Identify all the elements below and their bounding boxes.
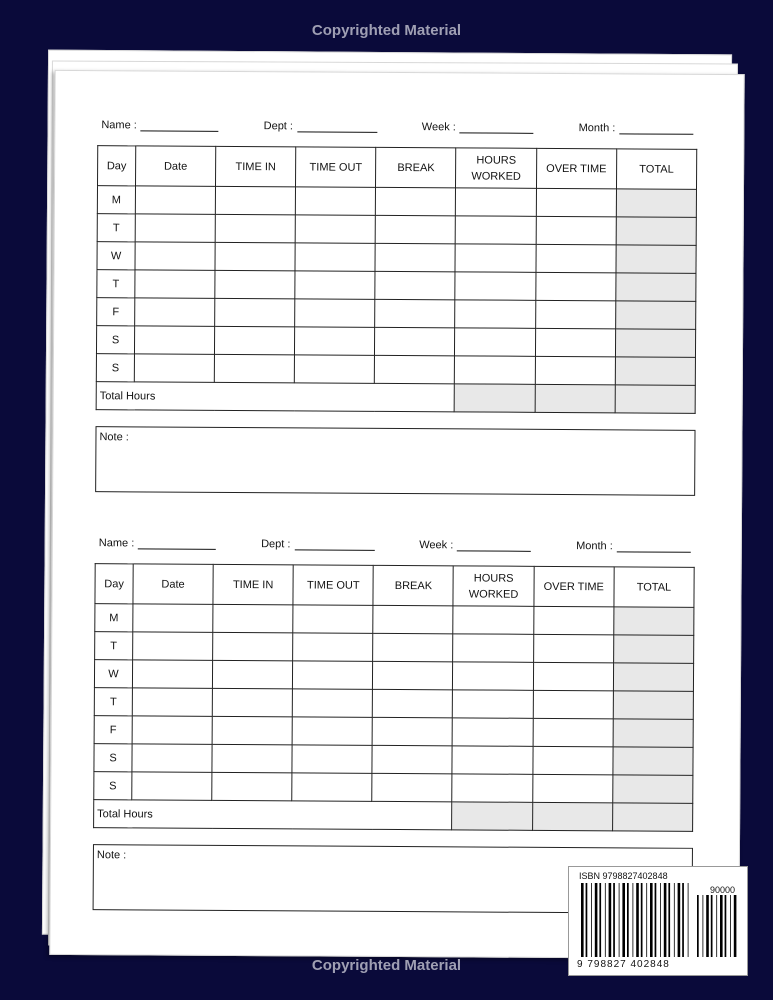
entry-cell <box>533 662 613 690</box>
total-hours-worked-cell <box>455 384 535 412</box>
week-field <box>419 539 531 552</box>
total-cell <box>615 329 695 357</box>
entry-cell <box>452 774 532 802</box>
timesheet-table <box>93 563 695 832</box>
watermark-bottom: Copyrighted Material <box>311 957 462 974</box>
entry-cell <box>212 744 292 772</box>
day-cell: M <box>97 186 135 214</box>
total-total-cell <box>612 803 692 831</box>
name-blank <box>141 119 219 131</box>
entry-cell <box>214 354 294 382</box>
total-cell <box>616 189 696 217</box>
isbn-label: ISBN 9798827402848 <box>579 871 668 881</box>
entry-cell <box>536 244 616 272</box>
entry-cell <box>132 716 212 744</box>
table-row <box>96 326 695 358</box>
entry-cell <box>373 689 453 717</box>
name-field <box>101 119 219 132</box>
entry-cell <box>535 272 615 300</box>
table-row <box>97 186 696 218</box>
day-cell: F <box>94 716 132 744</box>
table-row <box>95 632 694 664</box>
entry-cell <box>135 270 215 298</box>
entry-cell <box>132 772 212 800</box>
entry-cell <box>535 300 615 328</box>
entry-cell <box>455 328 535 356</box>
entry-cell <box>132 688 212 716</box>
timesheet-page <box>49 70 744 959</box>
day-cell: M <box>95 604 133 632</box>
entry-cell <box>135 214 215 242</box>
price-code: 90000 <box>709 885 735 895</box>
week-label: Week : <box>419 539 454 552</box>
day-cell: T <box>97 270 135 298</box>
entry-cell <box>215 270 295 298</box>
day-cell: S <box>94 772 132 800</box>
entry-cell <box>132 744 212 772</box>
month-blank <box>617 540 691 552</box>
day-cell: S <box>94 744 132 772</box>
entry-cell <box>376 187 456 215</box>
day-cell: W <box>94 660 132 688</box>
note-label: Note : <box>99 431 129 444</box>
entry-cell <box>533 746 613 774</box>
day-cell: T <box>97 214 135 242</box>
total-hours-label: Total Hours <box>96 382 455 412</box>
entry-cell <box>455 300 535 328</box>
day-cell: T <box>95 632 133 660</box>
header-fields <box>95 529 695 553</box>
table-row <box>94 716 693 748</box>
entry-cell <box>373 661 453 689</box>
month-field <box>576 540 691 553</box>
barcode-bars-icon <box>581 883 691 957</box>
entry-cell <box>293 605 373 633</box>
table-row <box>97 270 696 302</box>
week-blank <box>460 121 534 133</box>
entry-cell <box>213 632 293 660</box>
month-field <box>579 122 694 135</box>
total-cell <box>614 607 694 635</box>
name-label: Name : <box>101 119 137 132</box>
entry-cell <box>212 772 292 800</box>
entry-cell <box>375 271 455 299</box>
entry-cell <box>375 355 455 383</box>
table-row <box>94 744 693 776</box>
entry-cell <box>453 606 533 634</box>
watermark-top: Copyrighted Material <box>311 22 462 39</box>
entry-cell <box>292 689 372 717</box>
isbn-barcode <box>568 866 748 976</box>
entry-cell <box>215 214 295 242</box>
table-row <box>97 298 696 330</box>
col-header-time-in: TIME IN <box>216 146 296 186</box>
table-row <box>97 242 696 274</box>
total-cell <box>616 245 696 273</box>
dept-blank <box>297 120 377 132</box>
table-row <box>94 660 693 692</box>
col-header-date: Date <box>133 564 213 604</box>
timesheet-table <box>96 145 698 414</box>
total-cell <box>613 635 693 663</box>
entry-cell <box>375 327 455 355</box>
total-cell <box>613 719 693 747</box>
dept-label: Dept : <box>263 120 294 133</box>
entry-cell <box>212 716 292 744</box>
entry-cell <box>134 354 214 382</box>
col-header-over-time: OVER TIME <box>536 148 616 188</box>
entry-cell <box>533 690 613 718</box>
total-total-cell <box>615 385 695 413</box>
entry-cell <box>133 604 213 632</box>
total-cell <box>613 663 693 691</box>
entry-cell <box>456 188 536 216</box>
dept-blank <box>294 538 374 550</box>
entry-cell <box>293 633 373 661</box>
col-header-date: Date <box>136 146 216 186</box>
total-hours-worked-cell <box>452 802 532 830</box>
table-row <box>94 772 693 804</box>
col-header-day: Day <box>95 564 133 604</box>
entry-cell <box>295 327 375 355</box>
day-cell: T <box>94 688 132 716</box>
entry-cell <box>453 718 533 746</box>
entry-cell <box>375 215 455 243</box>
isbn-digits: 9 798827 402848 <box>577 959 670 970</box>
entry-cell <box>533 606 613 634</box>
entry-cell <box>536 188 616 216</box>
day-cell: W <box>97 242 135 270</box>
name-label: Name : <box>98 537 135 550</box>
entry-cell <box>292 717 372 745</box>
entry-cell <box>215 186 295 214</box>
entry-cell <box>455 244 535 272</box>
entry-cell <box>292 773 372 801</box>
col-header-day: Day <box>98 146 136 186</box>
entry-cell <box>293 661 373 689</box>
entry-cell <box>455 356 535 384</box>
entry-cell <box>536 216 616 244</box>
entry-cell <box>292 745 372 773</box>
col-header-total: TOTAL <box>614 567 694 607</box>
entry-cell <box>215 298 295 326</box>
week-blank <box>457 539 531 551</box>
table-row <box>95 604 694 636</box>
table-row <box>94 688 693 720</box>
table-row <box>97 214 696 246</box>
entry-cell <box>453 690 533 718</box>
entry-cell <box>133 632 213 660</box>
table-header-row <box>98 146 697 190</box>
dept-field <box>261 538 374 551</box>
entry-cell <box>295 215 375 243</box>
note-box <box>95 426 695 496</box>
entry-cell <box>535 328 615 356</box>
entry-cell <box>295 187 375 215</box>
col-header-hours-worked: HOURS WORKED <box>456 148 536 188</box>
total-cell <box>615 301 695 329</box>
entry-cell <box>132 660 212 688</box>
col-header-break: BREAK <box>373 565 453 605</box>
entry-cell <box>135 242 215 270</box>
total-hours-row <box>94 800 693 832</box>
timesheet-section-1 <box>95 111 697 496</box>
total-cell <box>613 775 693 803</box>
timesheet-section-2 <box>93 529 695 914</box>
entry-cell <box>372 717 452 745</box>
total-cell <box>616 217 696 245</box>
entry-cell <box>455 272 535 300</box>
entry-cell <box>375 299 455 327</box>
total-over-time-cell <box>535 384 615 412</box>
entry-cell <box>214 326 294 354</box>
entry-cell <box>535 356 615 384</box>
table-header-row <box>95 564 694 608</box>
col-header-time-in: TIME IN <box>213 564 293 604</box>
entry-cell <box>135 298 215 326</box>
day-cell: F <box>97 298 135 326</box>
entry-cell <box>295 243 375 271</box>
col-header-break: BREAK <box>376 147 456 187</box>
entry-cell <box>294 355 374 383</box>
col-header-time-out: TIME OUT <box>296 147 376 187</box>
day-cell: S <box>96 326 134 354</box>
col-header-hours-worked: HOURS WORKED <box>453 566 533 606</box>
month-label: Month : <box>578 122 616 135</box>
month-blank <box>619 122 693 134</box>
entry-cell <box>375 243 455 271</box>
entry-cell <box>453 662 533 690</box>
total-cell <box>616 273 696 301</box>
entry-cell <box>372 773 452 801</box>
total-hours-label: Total Hours <box>94 800 453 830</box>
week-field <box>422 121 534 134</box>
entry-cell <box>533 634 613 662</box>
dept-field <box>264 120 377 133</box>
entry-cell <box>456 216 536 244</box>
col-header-total: TOTAL <box>616 149 696 189</box>
entry-cell <box>295 299 375 327</box>
entry-cell <box>134 326 214 354</box>
header-fields <box>97 111 697 135</box>
month-label: Month : <box>576 540 613 553</box>
total-cell <box>613 747 693 775</box>
barcode-addon-bars-icon <box>697 895 737 957</box>
entry-cell <box>373 605 453 633</box>
dept-label: Dept : <box>261 538 291 551</box>
entry-cell <box>453 634 533 662</box>
col-header-over-time: OVER TIME <box>534 566 614 606</box>
entry-cell <box>532 774 612 802</box>
entry-cell <box>135 186 215 214</box>
entry-cell <box>533 718 613 746</box>
week-label: Week : <box>421 121 456 134</box>
name-blank <box>138 537 216 549</box>
day-cell: S <box>96 354 134 382</box>
entry-cell <box>212 660 292 688</box>
entry-cell <box>295 271 375 299</box>
entry-cell <box>452 746 532 774</box>
entry-cell <box>213 604 293 632</box>
entry-cell <box>372 745 452 773</box>
total-cell <box>613 691 693 719</box>
note-label: Note : <box>96 849 127 862</box>
total-hours-row <box>96 382 695 414</box>
entry-cell <box>212 688 292 716</box>
total-cell <box>615 357 695 385</box>
table-row <box>96 354 695 386</box>
col-header-time-out: TIME OUT <box>293 565 373 605</box>
entry-cell <box>373 633 453 661</box>
total-over-time-cell <box>532 802 612 830</box>
name-field <box>99 537 217 550</box>
entry-cell <box>215 242 295 270</box>
